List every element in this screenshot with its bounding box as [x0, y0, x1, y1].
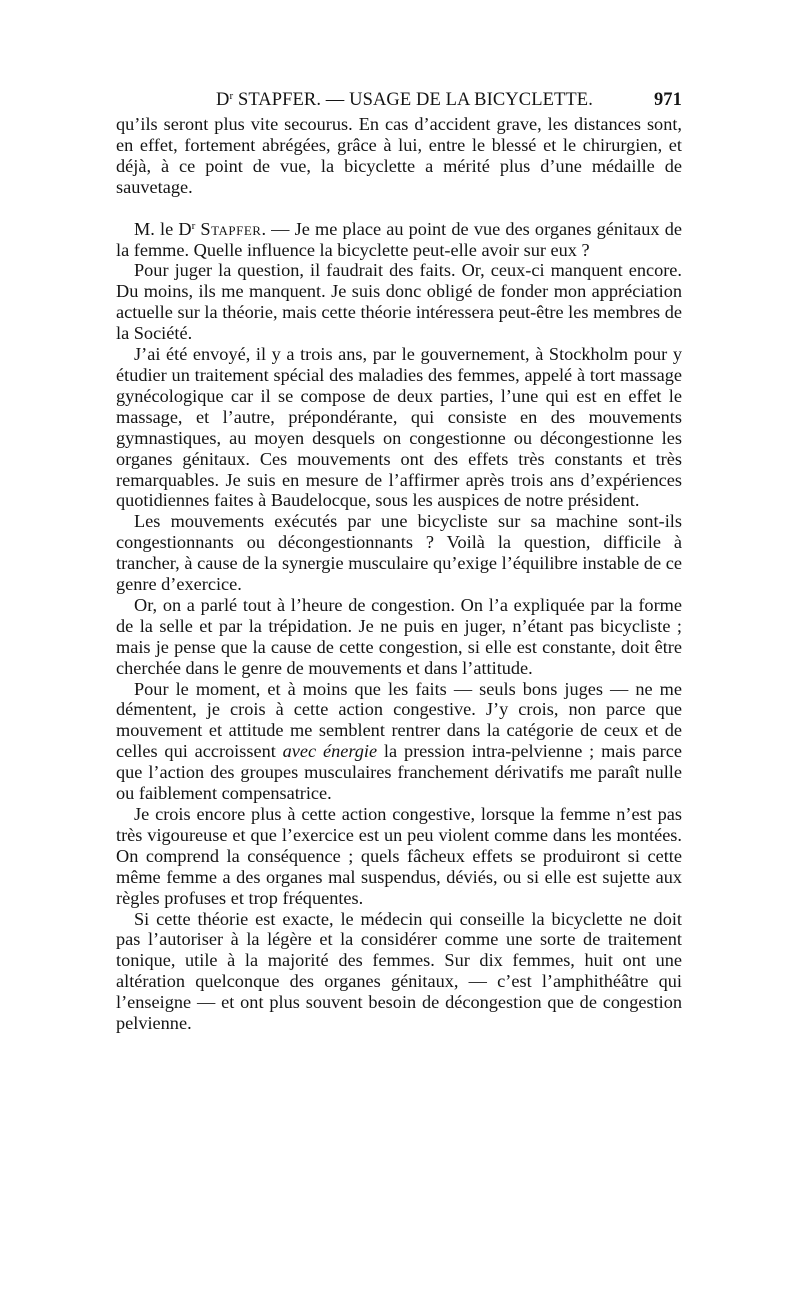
paragraph: Si cette théorie est exacte, le médecin qui conseille la bicyclette ne doit pas l’autoriser à la légère et la considérer comme une sorte de traitement tonique, utile à la majorité des femmes. Sur dix femmes, huit ont une altération quelconque des organes génitaux, — c’est l’amphithéâtre qui l’enseigne — et ont plus souvent besoin de décongestion que de congestion pelvienne. — [116, 908, 682, 1034]
paragraph: Pour juger la question, il faudrait des faits. Or, ceux-ci manquent encore. Du moins, ils me manquent. Je suis donc obligé de fonder mon appréciation actuelle sur la théorie, mais cette théorie intéressera peut-être les membres de la Société. — [116, 260, 682, 344]
page-number: 971 — [653, 90, 682, 110]
running-title: $D^r$ STAPFER. — USAGE DE LA BICYCLETTE. — [216, 90, 593, 110]
paragraph: Je crois encore plus à cette action congestive, lorsque la femme n’est pas très vigoureuse et que l’exercice est un peu violent comme dans les montées. On comprend la conséquence ; quels fâcheux effets se produiront si cette même femme a des organes mal suspendus, déviés, ou si elle est sujette aux règles profuses et trop fréquentes. — [116, 804, 682, 908]
paragraph: Les mouvements exécutés par une bicycliste sur sa machine sont-ils congestionnants ou décongestionnants ? Voilà la question, difficile à trancher, à cause de la synergie musculaire qu’exige l’équilibre instable de ce genre d’exercice. — [116, 511, 682, 595]
running-header — [116, 88, 682, 112]
paragraph: Or, on a parlé tout à l’heure de congestion. On l’a expliquée par la forme de la selle et par la trépidation. Je ne puis en juger, n’étant pas bicycliste ; mais je pense que la cause de cette congestion, si elle est constante, doit être cherchée dans le genre de mouvements et dans l’attitude. — [116, 594, 682, 678]
emphasis-text: avec énergie — [282, 741, 378, 762]
paragraph-continuation: qu’ils seront plus vite secourus. En cas d’accident grave, les distances sont, en effet, fortement abrégées, grâce à lui, entre le blessé et le chirurgien, et déjà, à ce point de vue, la bicyclette a mérité plus d’une médaille de sauvetage. — [116, 114, 682, 197]
paragraph-speaker-intro: M. le $D^r$ Stapfer. — Je me place au point de vue des organes génitaux de la femme. Quelle influence la bicyclette peut-elle avoir sur eux ? — [116, 218, 682, 260]
speaker-name: Stapfer — [200, 218, 262, 239]
body-text — [116, 114, 682, 1034]
paragraph-with-emphasis: Pour le moment, et à moins que les faits — seuls bons juges — ne me démentent, je crois à cette action congestive. J’y crois, non parce que mouvement et attitude me semblent rentrer dans la catégorie de ceux et de celles qui accroissent avec énergie la pression intra-pelvienne ; mais parce que l’action des groupes musculaires franchement dérivatifs me paraît nulle ou faiblement compensatrice. — [116, 678, 682, 804]
paragraph: J’ai été envoyé, il y a trois ans, par le gouvernement, à Stockholm pour y étudier un traitement spécial des maladies des femmes, appelé à tort massage gynécologique car il se compose de deux parties, l’une qui est en effet le massage, et l’autre, prépondérante, qui consiste en des mouvements gymnastiques, au moyen desquels on congestionne ou décongestionne les organes génitaux. Ces mouvements ont des effets très constants et très remarquables. Je suis en mesure de l’affirmer après trois ans d’expériences quotidiennes faites à Baudelocque, sous les auspices de notre président. — [116, 344, 682, 511]
